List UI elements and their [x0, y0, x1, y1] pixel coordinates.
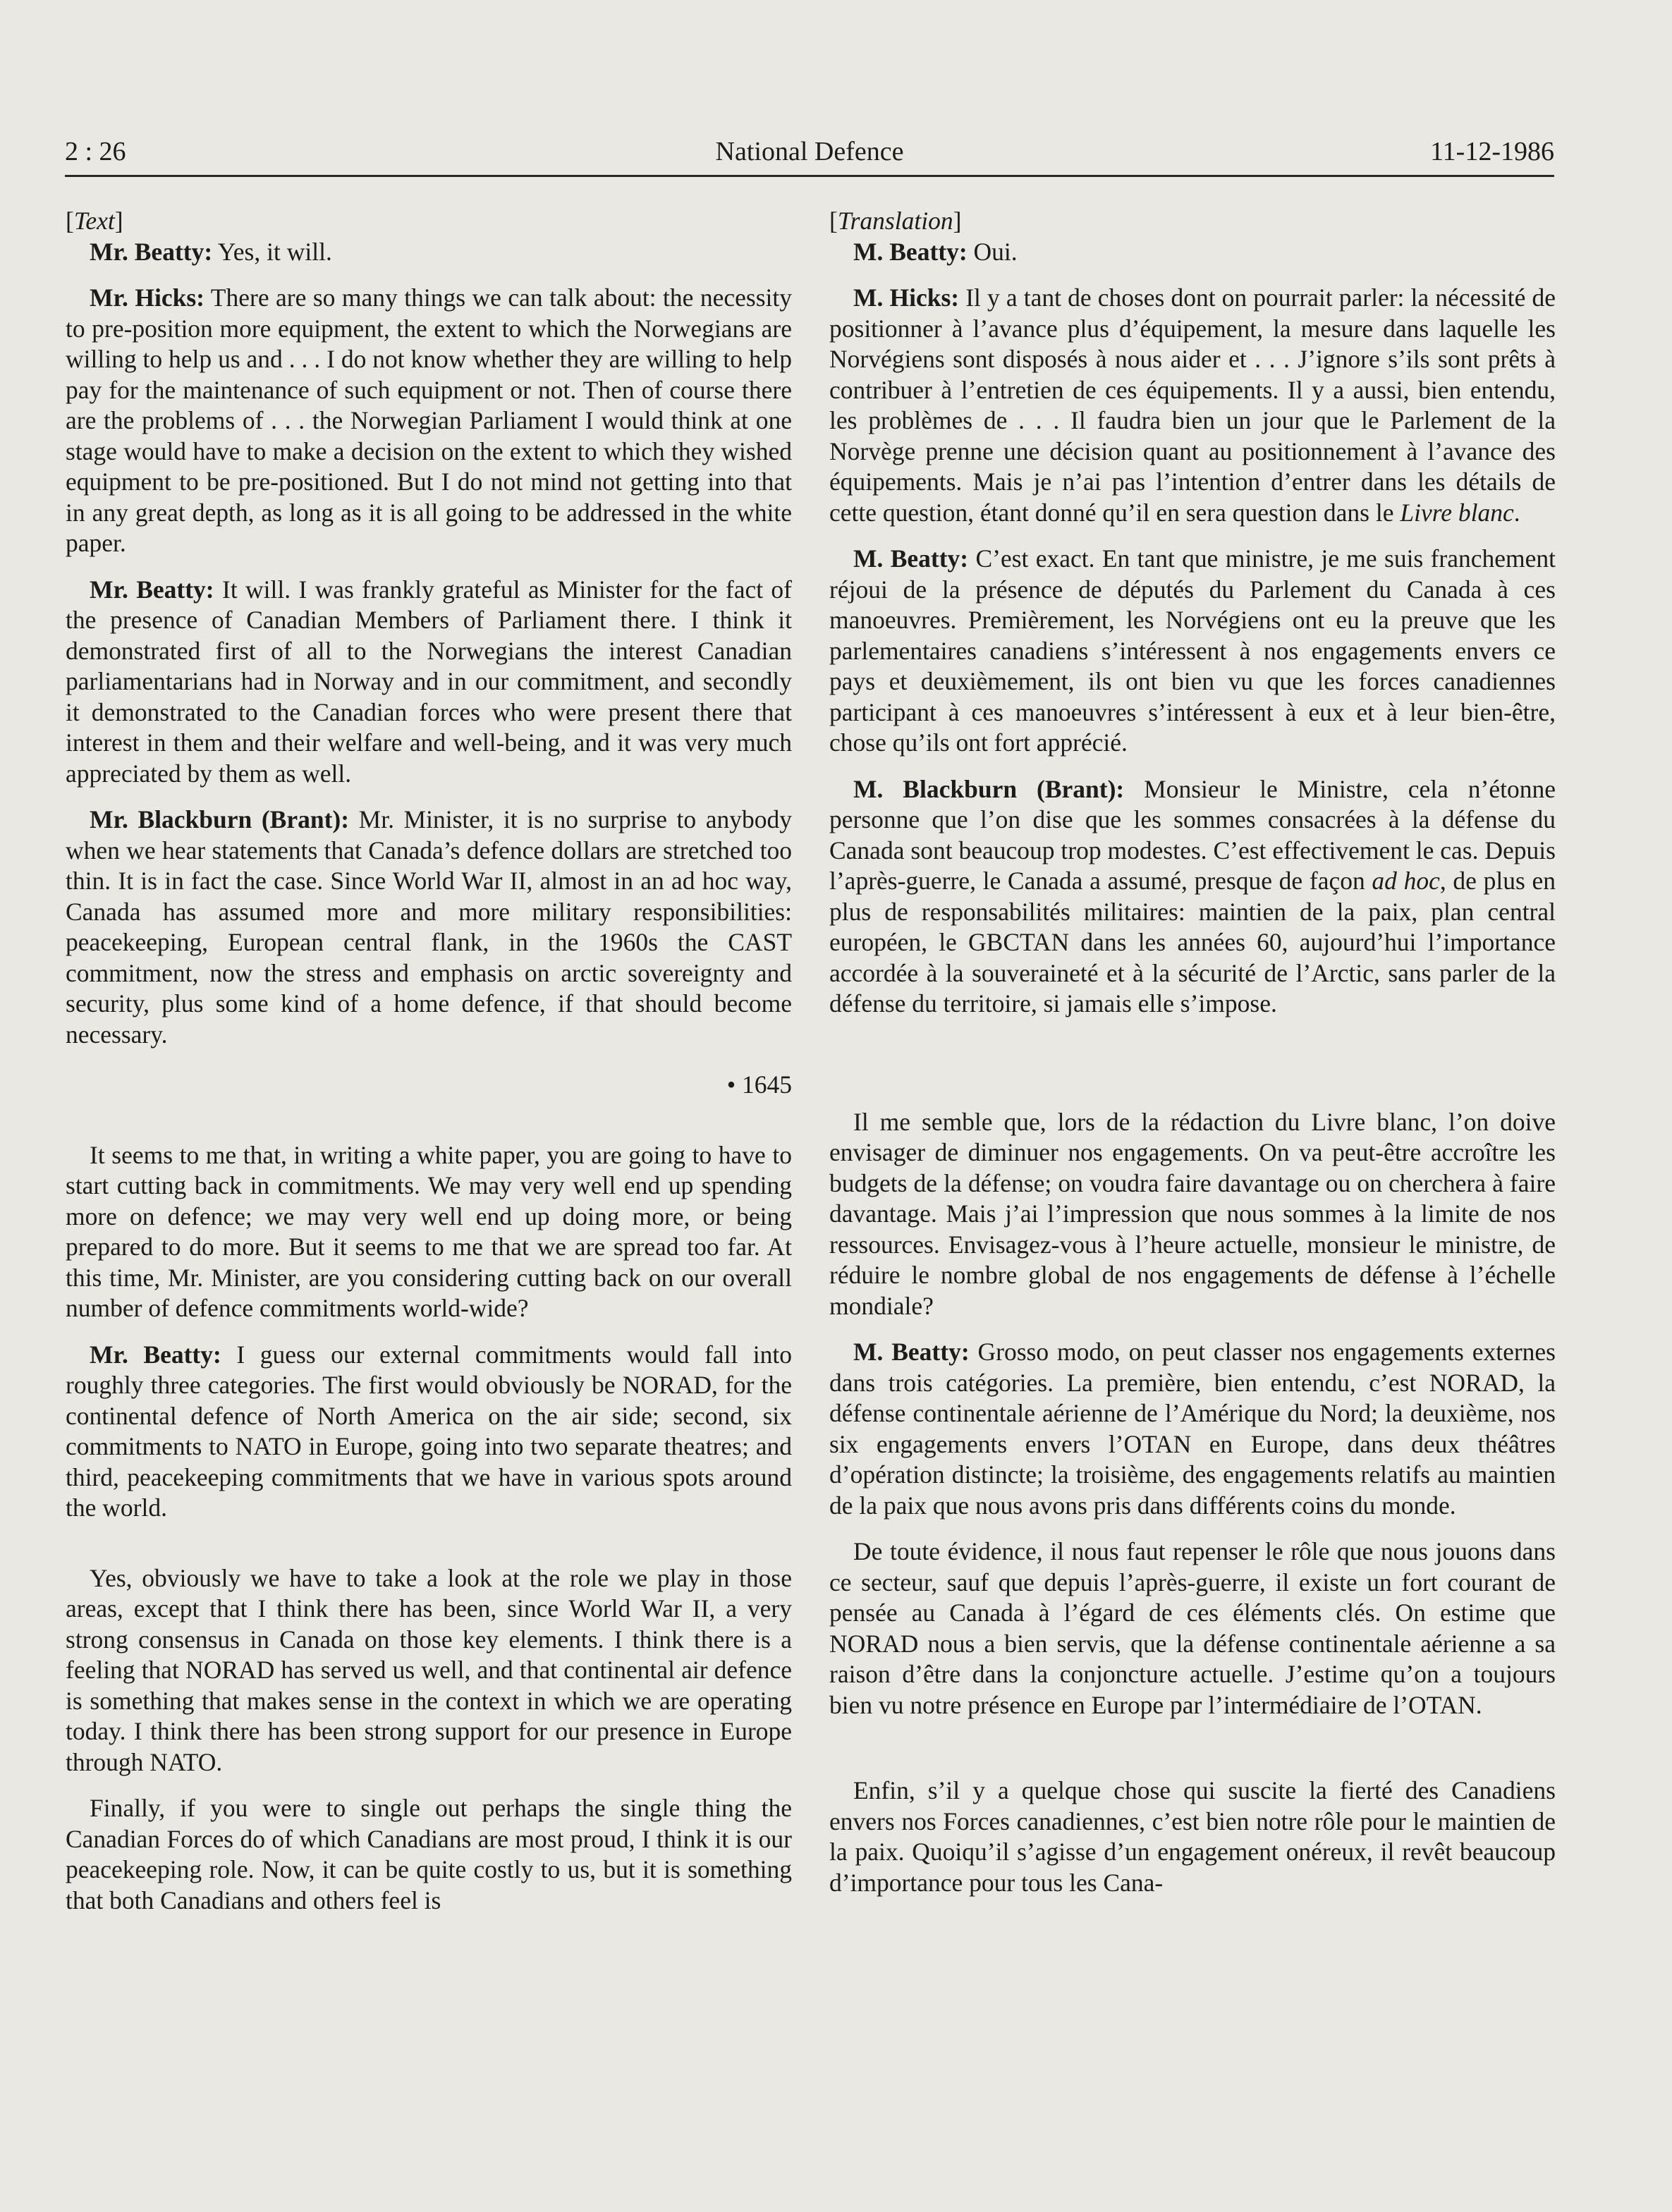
paragraph: M. Beatty: Oui.	[853, 237, 1018, 266]
paragraph: Mr. Beatty: I guess our external commitments would fall into roughly three categories. The first would obviously be NORAD, for the continental defence of North America on the air side; second, six commitments to NATO in Europe, going into two separate theatres; and third, peacekeeping commitments that we have in various spots around the world.	[66, 1340, 793, 1522]
paragraph: De toute évidence, il nous faut repenser le rôle que nous jouons dans ce secteur, sauf que depuis l’après-guerre, il existe un fort courant de pensée au Canada à l’égard de ces éléments clés. On estime que NORAD nous a bien servis, que la défense continentale aérienne a sa raison d’être dans la conjoncture actuelle. J’estime qu’on a toujours bien vu notre présence en Europe par l’intermédiaire de l’OTAN.	[829, 1537, 1556, 1719]
speaker-name: M. Hicks:	[853, 283, 960, 312]
speaker-name: M. Beatty:	[853, 237, 968, 266]
section-tag: [Text]	[66, 207, 123, 235]
page-number: 2 : 26	[65, 137, 126, 166]
paragraph: Enfin, s’il y a quelque chose qui suscite la fierté des Canadiens envers nos Forces canadiennes, c’est bien notre rôle pour le maintien de la paix. Quoiqu’il s’agisse d’un engagement onéreux, il revêt beaucoup d’importance pour tous les Cana-	[829, 1776, 1556, 1897]
speaker-name: Mr. Beatty:	[90, 1340, 221, 1369]
speaker-name: M. Blackburn (Brant):	[853, 774, 1125, 803]
publication-title: National Defence	[715, 137, 904, 166]
header-date: 11-12-1986	[1430, 137, 1554, 166]
english-column	[66, 206, 792, 1916]
paragraph: M. Blackburn (Brant): Monsieur le Ministre, cela n’étonne personne que l’on dise que les sommes consacrées à la défense du Canada sont beaucoup trop modestes. C’est effectivement le cas. Depuis l’après-guerre, le Canada a assumé, presque de façon ad hoc, de plus en plus de responsabilités militaires: maintien de la paix, plan central européen, le GBCTAN dans les années 60, aujourd’hui l’importance accordée à la souveraineté et à la sécurité de l’Arctic, sans parler de la défense du territoire, si jamais elle s’impose.	[829, 774, 1556, 1018]
paragraph: Mr. Beatty: It will. I was frankly grateful as Minister for the fact of the presence of Canadian Members of Parliament there. I think it demonstrated first of all to the Norwegians the interest Canadian parliamentarians had in Norway and in our commitment, and secondly it demonstrated to the Canadian forces who were present there that interest in them and their welfare and well-being, and it was very much appreciated by them as well.	[66, 575, 792, 788]
time-marker: • 1645	[726, 1070, 792, 1099]
paragraph: M. Beatty: Grosso modo, on peut classer nos engagements externes dans trois catégories. La première, bien entendu, c’est NORAD, la défense continentale aérienne de l’Amérique du Nord; la deuxième, nos six engagements envers l’OTAN en Europe, dans deux théâtres d’opération distincte; la troisième, des engagements relatifs au maintien de la paix que nous avons pris dans différents coins du monde.	[829, 1338, 1556, 1520]
paragraph: Finally, if you were to single out perhaps the single thing the Canadian Forces do of which Canadians are most proud, I think it is our peacekeeping role. Now, it can be quite costly to us, but it is something that both Canadians and others feel is	[66, 1794, 792, 1914]
speaker-name: Mr. Beatty:	[90, 237, 213, 266]
paragraph: Mr. Beatty: Yes, it will.	[90, 237, 332, 266]
speaker-name: M. Beatty:	[853, 544, 969, 573]
paragraph: M. Beatty: C’est exact. En tant que ministre, je me suis franchement réjoui de la présence de députés du Parlement du Canada à ces manoeuvres. Premièrement, les Norvégiens ont eu la preuve que les parlementaires canadiens s’intéressent à nos engagements envers ce pays et deuxièmement, ils ont bien vu que les forces canadiennes participant à ces manoeuvres s’intéressent à eux et à leur bien-être, chose qu’ils ont fort apprécié.	[829, 544, 1556, 757]
speaker-name: M. Beatty:	[853, 1338, 970, 1366]
page-header	[65, 135, 1554, 177]
speaker-name: Mr. Blackburn (Brant):	[90, 805, 350, 833]
paragraph: Mr. Blackburn (Brant): Mr. Minister, it is no surprise to anybody when we hear statements that Canada’s defence dollars are stretched too thin. It is in fact the case. Since World War II, almost in an ad hoc way, Canada has assumed more and more military responsibilities: peacekeeping, European central flank, in the 1960s the CAST commitment, now the stress and emphasis on arctic sovereignty and security, plus some kind of a home defence, if that should become necessary.	[66, 805, 792, 1049]
paragraph: Yes, obviously we have to take a look at the role we play in those areas, except that I think there has been, since World War II, a very strong consensus in Canada on those key elements. I think there is a feeling that NORAD has served us well, and that continental air defence is something that makes sense in the context in which we are operating today. I think there has been strong support for our presence in Europe through NATO.	[66, 1563, 792, 1776]
paragraph: Mr. Hicks: There are so many things we can talk about: the necessity to pre-position more equipment, the extent to which the Norwegians are willing to help us and . . . I do not know whether they are willing to help pay for the maintenance of such equipment or not. Then of course there are the problems of . . . the Norwegian Parliament I would think at one stage would have to make a decision on the extent to which they wished equipment to be pre-positioned. But I do not mind not getting into that in any great depth, as long as it is all going to be addressed in the white paper.	[66, 283, 792, 557]
paragraph: Il me semble que, lors de la rédaction du Livre blanc, l’on doive envisager de diminuer nos engagements. On va peut-être accroître les budgets de la défense; on voudra faire davantage ou on cherchera à faire davantage. Mais j’ai l’impression que nous sommes à la limite de nos ressources. Envisagez-vous à l’heure actuelle, monsieur le ministre, de réduire le nombre global de nos engagements de défense à l’échelle mondiale?	[829, 1107, 1556, 1320]
speaker-name: Mr. Hicks:	[90, 283, 205, 312]
paragraph: It seems to me that, in writing a white paper, you are going to have to start cutting back in commitments. We may very well end up spending more on defence; we may very well end up doing more, or being prepared to do more. But it seems to me that we are spread too far. At this time, Mr. Minister, are you considering cutting back on our overall number of defence commitments world-wide?	[66, 1140, 792, 1322]
speaker-name: Mr. Beatty:	[90, 575, 214, 604]
french-column	[829, 206, 1556, 1898]
paragraph: M. Hicks: Il y a tant de choses dont on pourrait parler: la nécessité de positionner à l’avance plus d’équipement, la mesure dans laquelle les Norvégiens sont disposés à nous aider et . . . J’ignore s’ils sont prêts à contribuer à l’entretien de ces équipements. Il y a aussi, bien entendu, les problèmes de . . . Il faudra bien un jour que le Parlement de la Norvège prenne une décision quant au positionnement à l’avance des équipements. Mais je n’ai pas l’intention d’entrer dans les détails de cette question, étant donné qu’il en sera question dans le Livre blanc.	[829, 283, 1556, 527]
section-tag: [Translation]	[829, 207, 962, 235]
